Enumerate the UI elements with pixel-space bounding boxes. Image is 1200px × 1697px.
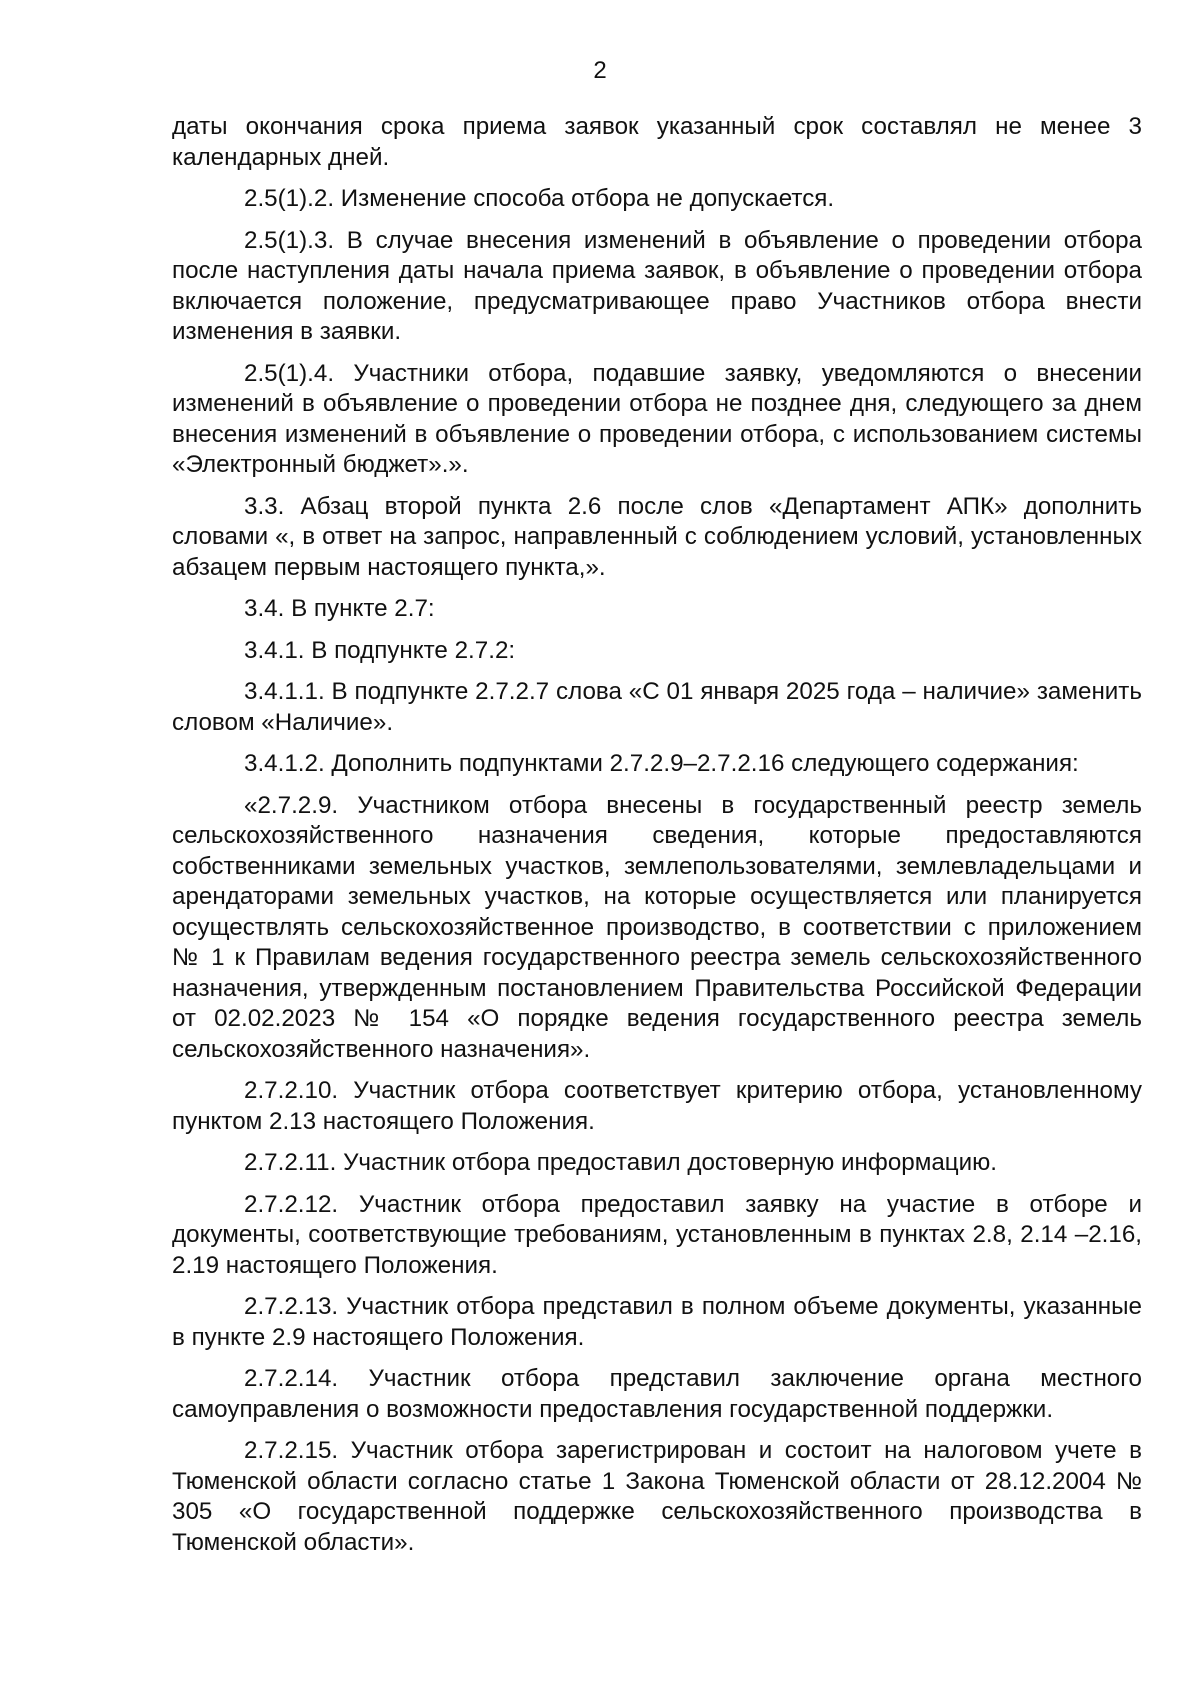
paragraph-2-7-2-11: 2.7.2.11. Участник отбора предоставил достоверную информацию. <box>244 1149 998 1176</box>
paragraph-2-5-1-4: 2.5(1).4. Участники отбора, подавшие заявку, уведомляются о внесении изменений в объявление о проведении отбора не позднее дня, следующего за днем внесения изменений в объявление о проведении отбора, с использованием системы «Электронный бюджет».». <box>172 359 1142 478</box>
paragraph-3-4: 3.4. В пункте 2.7: <box>244 595 435 622</box>
paragraph-2-7-2-10: 2.7.2.10. Участник отбора соответствует критерию отбора, установленному пунктом 2.13 настоящего Положения. <box>172 1077 1142 1135</box>
paragraph-continuation: даты окончания срока приема заявок указанный срок составлял не менее 3 календарных дней. <box>172 113 1142 171</box>
paragraph-3-4-1-2: 3.4.1.2. Дополнить подпунктами 2.7.2.9–2.7.2.16 следующего содержания: <box>244 750 1079 777</box>
paragraph-2-7-2-12: 2.7.2.12. Участник отбора предоставил заявку на участие в отборе и документы, соответствующие требованиям, установленным в пунктах 2.8, 2.14 –2.16, 2.19 настоящего Положения. <box>172 1190 1142 1279</box>
paragraph-3-3: 3.3. Абзац второй пункта 2.6 после слов «Департамент АПК» дополнить словами «, в ответ на запрос, направленный с соблюдением условий, установленных абзацем первым настоящего пункта,». <box>172 492 1142 581</box>
paragraph-2-7-2-9: «2.7.2.9. Участником отбора внесены в государственный реестр земель сельскохозяйственного назначения сведения, которые предоставляются собственниками земельных участков, землепользователями, землевладельцами и арендаторами земельных участков, на которые осуществляется или планируется осуществлять сельскохозяйственное производство, в соответствии с приложением № 1 к Правилам ведения государственного реестра земель сельскохозяйственного назначения, утвержденным постановлением Правительства Российской Федерации от 02.02.2023 № 154 «О порядке ведения государственного реестра земель сельскохозяйственного назначения». <box>172 791 1142 1063</box>
document-body <box>172 112 1142 1569</box>
paragraph-2-7-2-13: 2.7.2.13. Участник отбора представил в полном объеме документы, указанные в пункте 2.9 настоящего Положения. <box>172 1293 1142 1351</box>
paragraph-3-4-1: 3.4.1. В подпункте 2.7.2: <box>244 636 516 664</box>
page-number: 2 <box>593 57 607 84</box>
paragraph-2-5-1-2: 2.5(1).2. Изменение способа отбора не допускается. <box>244 185 835 212</box>
paragraph-2-7-2-15: 2.7.2.15. Участник отбора зарегистрирован и состоит на налоговом учете в Тюменской области согласно статье 1 Закона Тюменской области от 28.12.2004 № 305 «О государственной поддержке сельскохозяйственного производства в Тюменской области». <box>172 1437 1142 1556</box>
paragraph-3-4-1-1: 3.4.1.1. В подпункте 2.7.2.7 слова «С 01 января 2025 года – наличие» заменить словом «Наличие». <box>172 678 1142 736</box>
paragraph-2-7-2-14: 2.7.2.14. Участник отбора представил заключение органа местного самоуправления о возможности предоставления государственной поддержки. <box>172 1365 1142 1423</box>
paragraph-2-5-1-3: 2.5(1).3. В случае внесения изменений в объявление о проведении отбора после наступления даты начала приема заявок, в объявление о проведении отбора включается положение, предусматривающее право Участников отбора внести изменения в заявки. <box>172 226 1142 345</box>
